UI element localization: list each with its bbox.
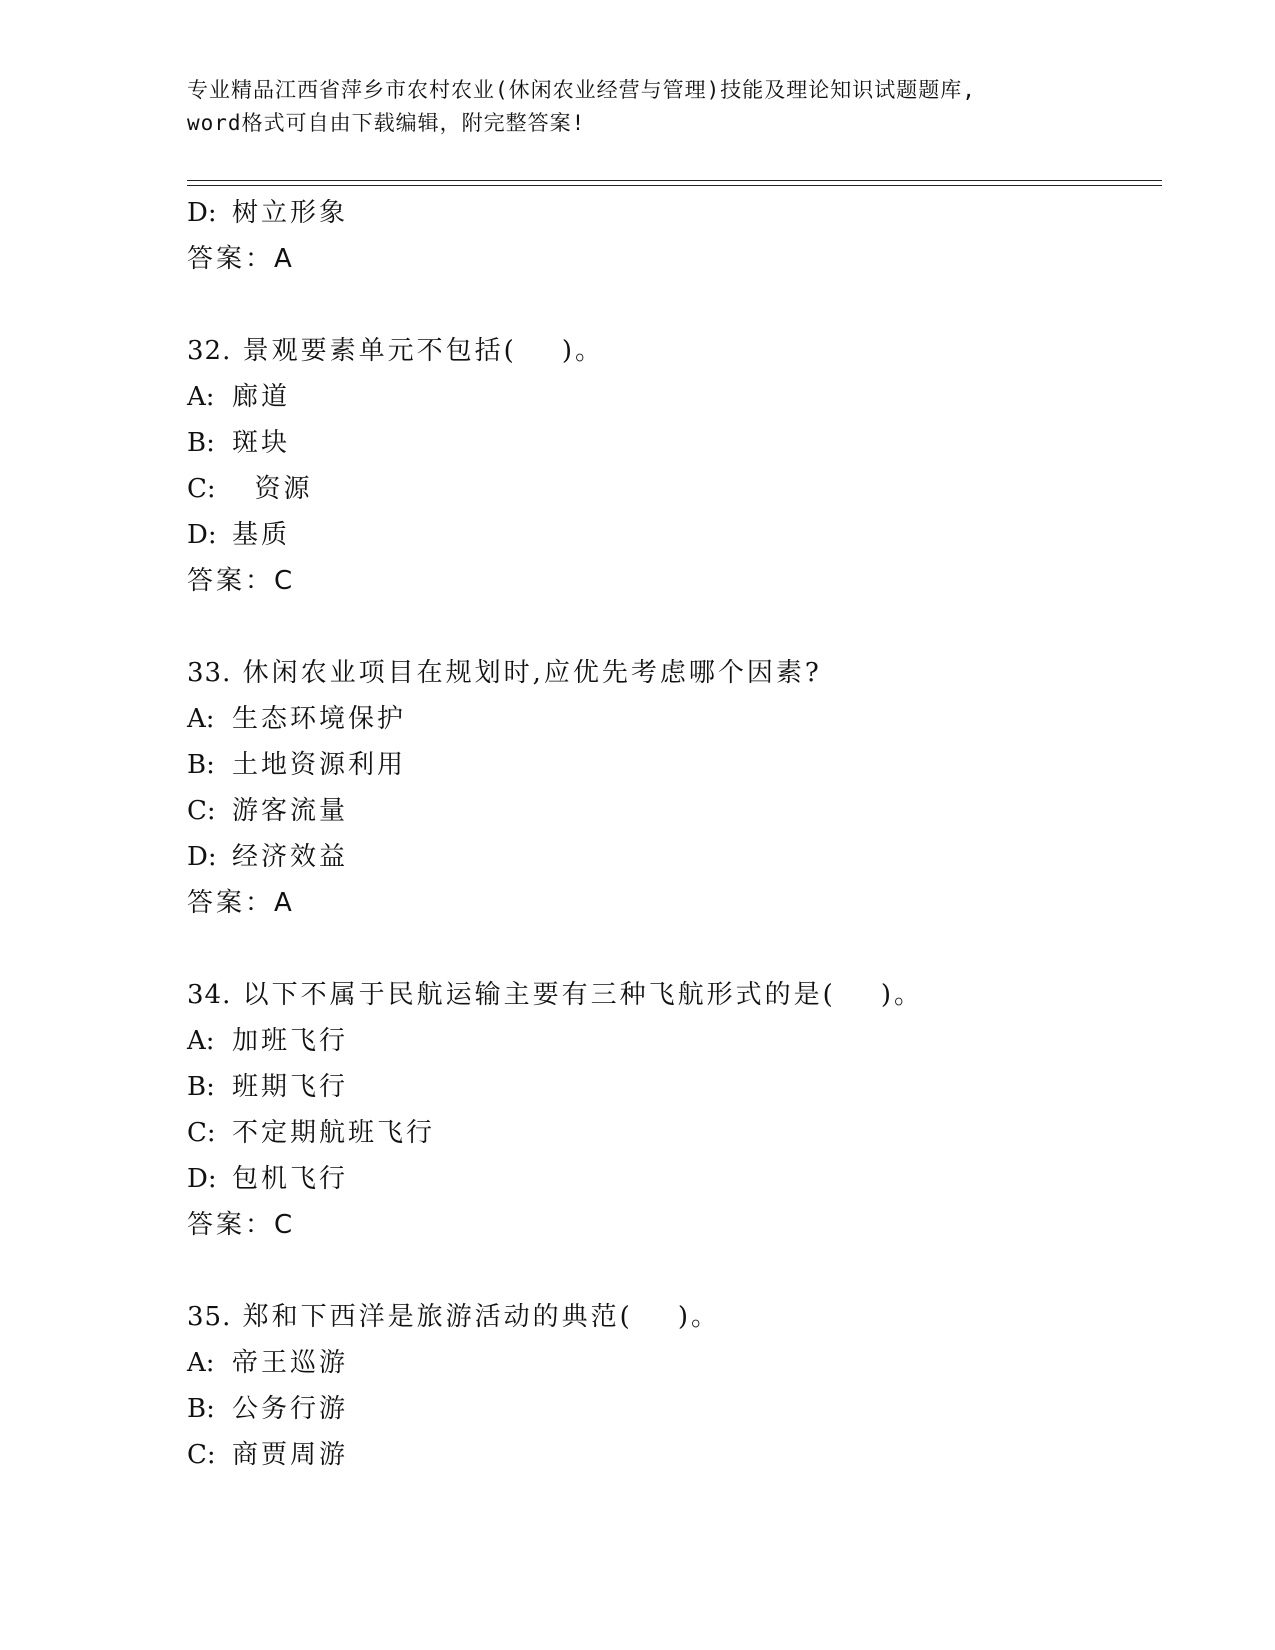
option-row [187, 834, 1167, 880]
option-text: 加班飞行 [232, 1026, 349, 1056]
option-key: D: [187, 842, 217, 872]
option-row [187, 1156, 1167, 1202]
question-list [187, 190, 1167, 1478]
option-text: 商贾周游 [232, 1440, 349, 1470]
header-title-line-1: 专业精品江西省萍乡市农村农业(休闲农业经营与管理)技能及理论知识试题题库, [187, 78, 976, 102]
option-row [187, 374, 1167, 420]
option-key: A: [187, 1026, 215, 1056]
option-text: 树立形象 [232, 198, 349, 228]
spacer [187, 1248, 1167, 1294]
option-text: 经济效益 [232, 842, 349, 872]
option-key: C: [187, 1118, 216, 1148]
header-divider-top [187, 180, 1162, 181]
question-stem [187, 650, 1167, 696]
header-title-line-2: word格式可自由下载编辑，附完整答案! [187, 111, 586, 135]
option-row [187, 420, 1167, 466]
option-text: 廊道 [232, 382, 291, 412]
option-row [187, 696, 1167, 742]
answer-line: 答案：A [187, 244, 295, 274]
option-key: C: [187, 474, 216, 504]
spacer [187, 604, 1167, 650]
option-key: A: [187, 1348, 215, 1378]
option-key: D: [187, 520, 217, 550]
answer-line: 答案：A [187, 888, 295, 918]
option-text: 帝王巡游 [232, 1348, 349, 1378]
option-row [187, 788, 1167, 834]
document-header [187, 74, 1087, 140]
option-key: D: [187, 198, 217, 228]
option-key: B: [187, 1072, 215, 1102]
option-key: A: [187, 704, 215, 734]
option-text: 斑块 [232, 428, 291, 458]
option-key: D: [187, 1164, 217, 1194]
question-text: 景观要素单元不包括( )。 [242, 336, 604, 366]
option-row [187, 1018, 1167, 1064]
option-text: 公务行游 [232, 1394, 349, 1424]
question-number: 33. [187, 658, 232, 688]
question-stem [187, 1294, 1167, 1340]
option-text: 游客流量 [232, 796, 349, 826]
option-key: B: [187, 750, 215, 780]
spacer [187, 926, 1167, 972]
header-divider-bottom [187, 185, 1162, 186]
question-stem [187, 972, 1167, 1018]
question-text: 郑和下西洋是旅游活动的典范( )。 [242, 1302, 720, 1332]
answer-line: 答案：C [187, 1210, 296, 1240]
question-text: 以下不属于民航运输主要有三种飞航形式的是( )。 [242, 980, 923, 1010]
option-row [187, 190, 1167, 236]
option-row [187, 742, 1167, 788]
option-row [187, 1110, 1167, 1156]
option-key: C: [187, 1440, 216, 1470]
option-row [187, 1064, 1167, 1110]
option-text: 基质 [232, 520, 291, 550]
option-text: 生态环境保护 [232, 704, 407, 734]
question-text: 休闲农业项目在规划时,应优先考虑哪个因素? [242, 658, 822, 688]
question-stem [187, 328, 1167, 374]
option-key: C: [187, 796, 216, 826]
option-text: 班期飞行 [232, 1072, 349, 1102]
option-key: A: [187, 382, 215, 412]
question-number: 34. [187, 980, 232, 1010]
option-row [187, 1432, 1167, 1478]
question-number: 35. [187, 1302, 232, 1332]
option-key: B: [187, 1394, 215, 1424]
option-text: 土地资源利用 [232, 750, 407, 780]
question-number: 32. [187, 336, 232, 366]
option-row [187, 466, 1167, 512]
option-text: 不定期航班飞行 [232, 1118, 436, 1148]
spacer [187, 282, 1167, 328]
option-text: 包机飞行 [232, 1164, 349, 1194]
option-row [187, 1386, 1167, 1432]
option-row [187, 1340, 1167, 1386]
option-text: 资源 [232, 474, 313, 504]
option-key: B: [187, 428, 215, 458]
answer-line: 答案：C [187, 566, 296, 596]
option-row [187, 512, 1167, 558]
